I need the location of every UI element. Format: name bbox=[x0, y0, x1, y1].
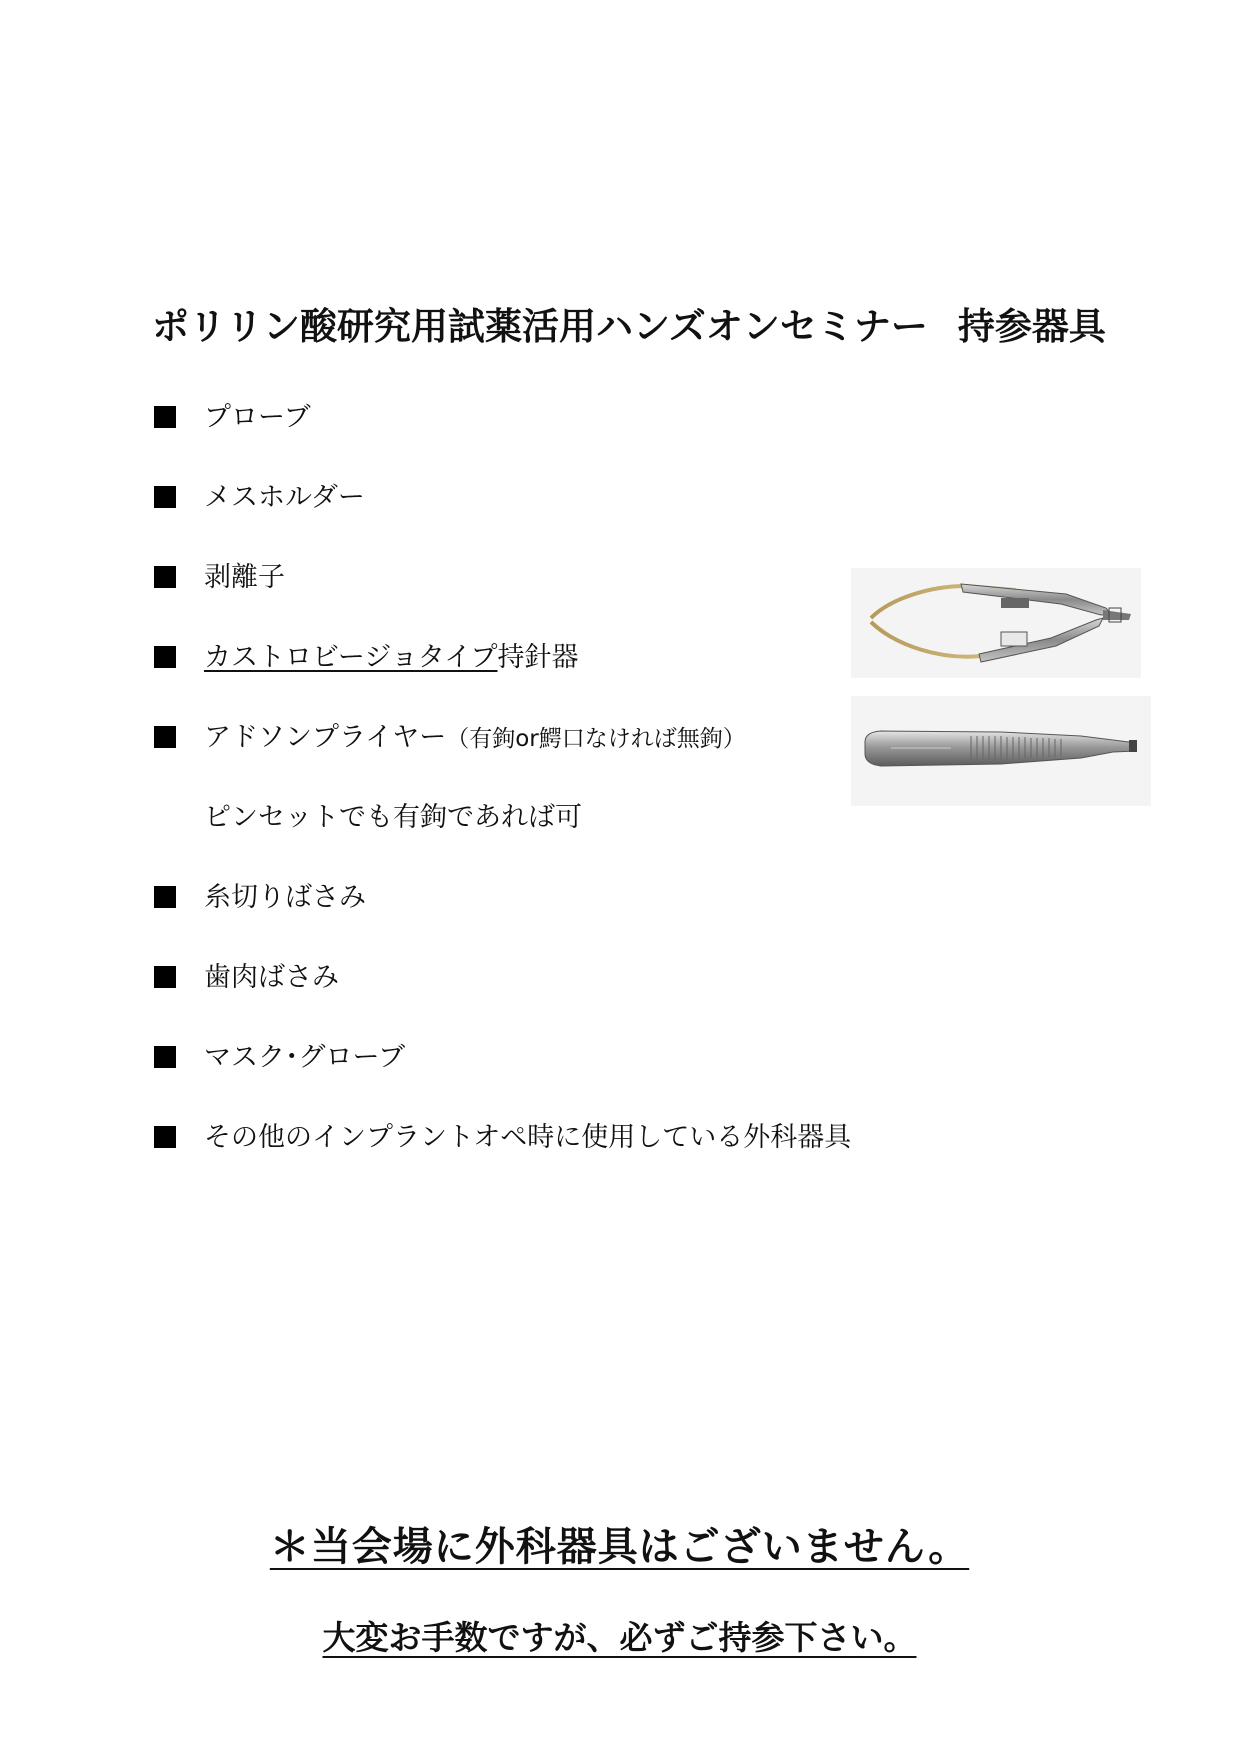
list-item-suture-scissors: 糸切りばさみ bbox=[154, 880, 366, 916]
square-bullet-icon bbox=[154, 1046, 176, 1068]
page-title-main: ポリリン酸研究用試薬活用ハンズオンセミナー bbox=[152, 305, 928, 348]
page-title-suffix: 持参器具 bbox=[957, 305, 1106, 348]
square-bullet-icon bbox=[154, 966, 176, 988]
castroviejo-needle-holder-icon bbox=[851, 568, 1141, 678]
list-item-probe: プローブ bbox=[154, 400, 311, 436]
list-item-other-instruments: その他のインプラントオペ時に使用している外科器具 bbox=[154, 1120, 851, 1156]
square-bullet-icon bbox=[154, 646, 176, 668]
list-item-mask-gloves: マスク･グローブ bbox=[154, 1040, 405, 1076]
page-title bbox=[152, 296, 1106, 350]
forceps-note: ピンセットでも有鉤であれば可 bbox=[204, 802, 582, 833]
notice-no-instruments: ＊当会場に外科器具はございません。 bbox=[269, 1524, 970, 1570]
square-bullet-icon bbox=[154, 1126, 176, 1148]
square-bullet-icon bbox=[154, 886, 176, 908]
list-item-adson-forceps: アドソンプライヤー（有鉤or鰐口なければ無鉤） bbox=[154, 720, 746, 756]
square-bullet-icon bbox=[154, 486, 176, 508]
square-bullet-icon bbox=[154, 566, 176, 588]
list-item-gum-scissors: 歯肉ばさみ bbox=[154, 960, 339, 996]
adson-forceps-icon bbox=[851, 696, 1151, 806]
needle-holder-image bbox=[851, 568, 1141, 678]
list-item-scalpel-holder: メスホルダー bbox=[154, 480, 365, 516]
forceps-image bbox=[851, 696, 1151, 806]
notice-please-bring: 大変お手数ですが、必ずご持参下さい。 bbox=[322, 1618, 917, 1657]
list-item-elevator: 剥離子 bbox=[154, 560, 285, 596]
square-bullet-icon bbox=[154, 726, 176, 748]
square-bullet-icon bbox=[154, 406, 176, 428]
list-item-needle-holder: カストロビージョタイプ持針器 bbox=[154, 640, 579, 676]
